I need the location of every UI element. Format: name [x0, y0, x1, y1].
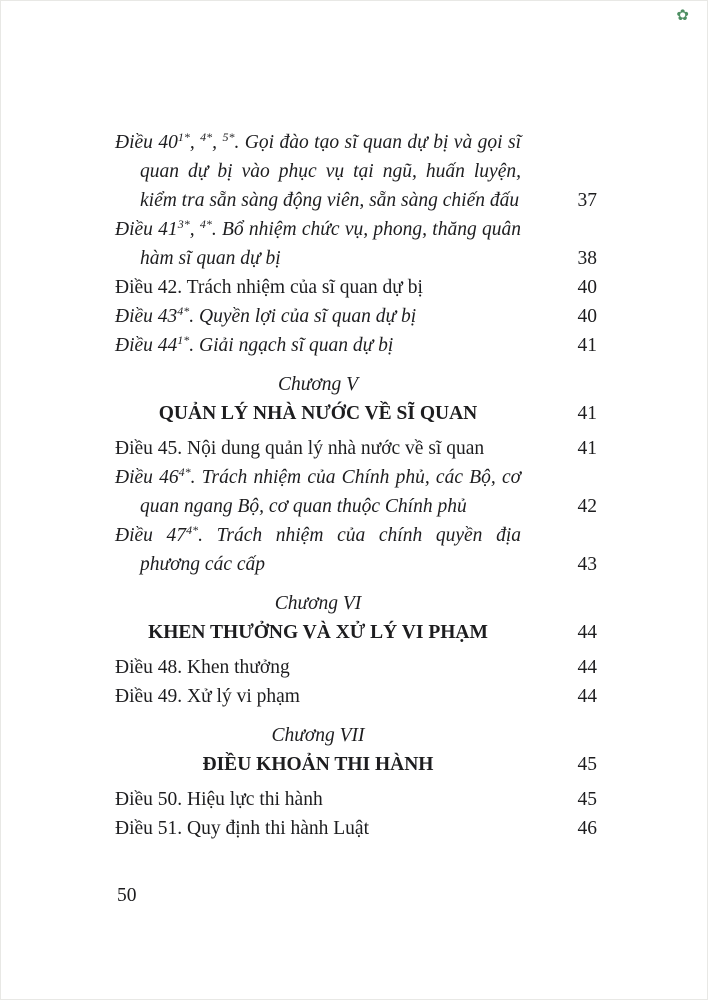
toc-entry: [115, 785, 597, 814]
text-segment: Điều 47: [115, 525, 187, 546]
toc-entry: [115, 434, 597, 463]
toc-entry: [115, 273, 597, 302]
toc-entry: [115, 463, 597, 521]
text-segment: Điều 45. Nội dung quản lý nhà nước về sĩ quan: [115, 438, 485, 459]
footnote-superscript: 4*: [177, 304, 190, 318]
text-segment: . Quyền lợi của sĩ quan dự bị: [189, 306, 417, 327]
toc-page-number: 44: [577, 657, 597, 678]
toc-entry-text: [115, 302, 521, 331]
toc-entry-text: [115, 215, 521, 273]
footnote-superscript: 4*: [200, 130, 213, 144]
toc-entry: [115, 215, 597, 273]
text-segment: Điều 50. Hiệu lực thi hành: [115, 789, 323, 810]
toc-page-number: 37: [577, 190, 597, 211]
toc-entry-text: [115, 463, 521, 521]
footnote-superscript: 5*: [222, 130, 235, 144]
footnote-superscript: 1*: [177, 130, 190, 144]
toc-page-number: 41: [577, 335, 597, 356]
toc-page-number: 46: [577, 818, 597, 839]
toc-entry: [115, 331, 597, 360]
toc-entry: [115, 128, 597, 215]
toc-chapter-title: KHEN THƯỞNG VÀ XỬ LÝ VI PHẠM: [148, 622, 488, 643]
toc-page-number: 44: [577, 686, 597, 707]
flower-ornament-icon: ✿: [676, 8, 689, 24]
toc-page-number: 41: [577, 438, 597, 459]
page-number: 50: [117, 885, 137, 906]
toc-chapter-label: Chương V: [277, 374, 359, 395]
toc-entry-text: [115, 128, 521, 215]
toc-entry-text: [115, 682, 521, 711]
toc-page-number: 40: [577, 306, 597, 327]
toc-page-number: 44: [577, 622, 597, 643]
toc-entry-text: [115, 814, 521, 843]
toc-entry: [115, 814, 597, 843]
text-segment: Điều 43: [115, 306, 178, 327]
footnote-superscript: 1*: [177, 333, 190, 347]
footnote-superscript: 4*: [199, 217, 212, 231]
footnote-superscript: 3*: [177, 217, 190, 231]
text-segment: . Bổ nhiệm chức vụ, phong, thăng quân hàm sĩ quan dự bị: [140, 219, 521, 269]
footnote-superscript: 4*: [178, 465, 191, 479]
footnote-superscript: 4*: [186, 523, 199, 537]
toc-page-number: 45: [577, 754, 597, 775]
toc-entry-text: [115, 653, 521, 682]
text-segment: Điều 49. Xử lý vi phạm: [115, 686, 300, 707]
toc-entry-text: [115, 434, 521, 463]
toc-page-number: 45: [577, 789, 597, 810]
toc-page-number: 38: [577, 248, 597, 269]
toc-page-number: 41: [577, 403, 597, 424]
text-segment: ,: [212, 132, 223, 153]
toc-chapter-title-row: [115, 399, 597, 428]
toc-chapter-title: QUẢN LÝ NHÀ NƯỚC VỀ SĨ QUAN: [158, 403, 478, 424]
toc-chapter-label: Chương VII: [271, 725, 365, 746]
toc-entry-text: [115, 273, 521, 302]
text-segment: Điều 40: [115, 132, 178, 153]
toc-chapter-title: ĐIỀU KHOẢN THI HÀNH: [202, 754, 434, 775]
text-segment: . Trách nhiệm của chính quyền địa phương các cấp: [140, 525, 521, 575]
toc-chapter-label: Chương VI: [274, 593, 362, 614]
table-of-contents: [115, 128, 597, 843]
toc-chapter-title-row: [115, 750, 597, 779]
toc-chapter-title-row: [115, 618, 597, 647]
text-segment: Điều 46: [115, 467, 179, 488]
text-segment: Điều 42. Trách nhiệm của sĩ quan dự bị: [115, 277, 423, 298]
text-segment: ,: [189, 132, 201, 153]
toc-entry: [115, 302, 597, 331]
text-segment: Điều 48. Khen thưởng: [115, 657, 290, 678]
text-segment: Điều 41: [115, 219, 178, 240]
text-segment: ,: [189, 219, 200, 240]
toc-entry: [115, 682, 597, 711]
toc-entry-text: [115, 331, 521, 360]
toc-page-number: 40: [577, 277, 597, 298]
text-segment: . Trách nhiệm của Chính phủ, các Bộ, cơ quan ngang Bộ, cơ quan thuộc Chính phủ: [140, 467, 522, 517]
toc-entry-text: [115, 521, 521, 579]
text-segment: . Gọi đào tạo sĩ quan dự bị và gọi sĩ quan dự bị vào phục vụ tại ngũ, huấn luyện, kiểm tra sẵn sàng động viên, sẵn sàng chiến đấu: [140, 132, 522, 211]
toc-page-number: 42: [577, 496, 597, 517]
toc-page-number: 43: [577, 554, 597, 575]
toc-entry: [115, 653, 597, 682]
toc-entry-text: [115, 785, 521, 814]
text-segment: Điều 51. Quy định thi hành Luật: [115, 818, 370, 839]
text-segment: . Giải ngạch sĩ quan dự bị: [189, 335, 394, 356]
text-segment: Điều 44: [115, 335, 178, 356]
toc-entry: [115, 521, 597, 579]
